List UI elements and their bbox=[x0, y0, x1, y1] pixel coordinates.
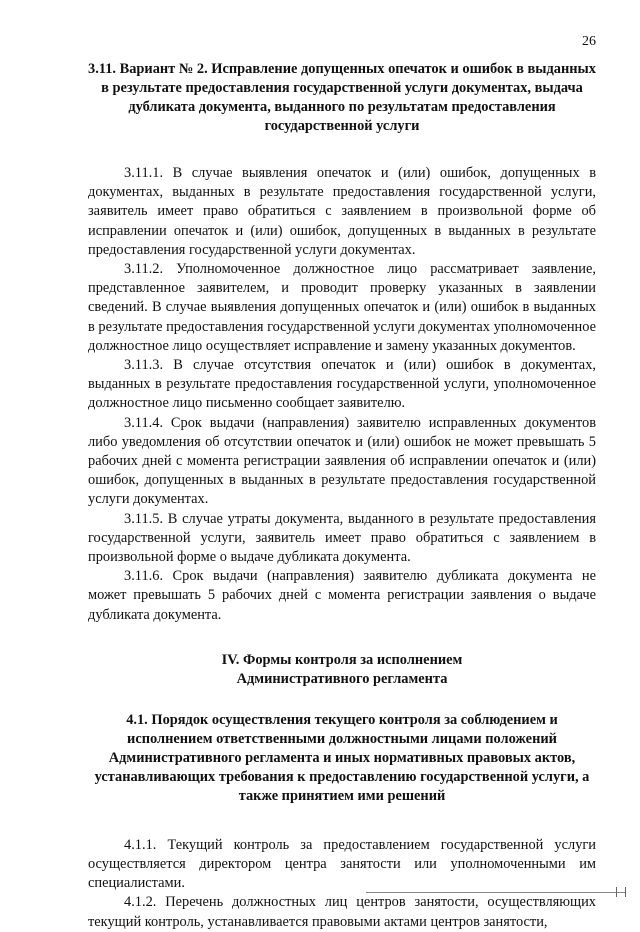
paragraph-4-1-2: 4.1.2. Перечень должностных лиц центров занятости, осуществляющих текущий контроль, устанавливается правовыми актами центров занятости, bbox=[88, 894, 596, 930]
section-4-heading-line-2: Административного регламента bbox=[236, 670, 448, 687]
paragraph-3-11-5: 3.11.5. В случае утраты документа, выданного в результате предоставления государственной услуги, заявитель имеет право обратиться с заявлением в произвольной форме о выдаче дубликата документа. bbox=[88, 510, 596, 566]
document-body bbox=[88, 60, 596, 932]
page-number: 26 bbox=[582, 34, 596, 49]
paragraph-4-1-1: 4.1.1. Текущий контроль за предоставлением государственной услуги осуществляется директором центра занятости или уполномоченными им специалистами. bbox=[88, 836, 596, 892]
section-3-11-heading: 3.11. Вариант № 2. Исправление допущенных опечаток и ошибок в выданных в результате предоставления государственной услуги документах, выдача дубликата документа, выданного по результатам предоставления государственной услуги bbox=[88, 61, 596, 134]
paragraph-3-11-6: 3.11.6. Срок выдачи (направления) заявителю дубликата документа не может превышать 5 рабочих дней с момента регистрации заявления о выдаче дубликата документа. bbox=[88, 568, 596, 623]
paragraph-3-11-2: 3.11.2. Уполномоченное должностное лицо рассматривает заявление, представленное заявителем, и проводит проверку указанных в заявлении сведений. В случае выявления допущенных опечаток и (или) ошибок в выданных в результате предоставления государственной услуги документах уполномоченное должностное лицо осуществляет исправление и замену указанных документов. bbox=[88, 261, 596, 354]
section-4-1-heading: 4.1. Порядок осуществления текущего контроля за соблюдением и исполнением ответственными должностными лицами положений Административного регламента и иных нормативных правовых актов, устанавливающих требования к предоставлению государственной услуги, а также принятием ими решений bbox=[94, 711, 590, 804]
paragraph-3-11-4: 3.11.4. Срок выдачи (направления) заявителю исправленных документов либо уведомления об отсутствии опечаток и (или) ошибок не может превышать 5 рабочих дней с момента регистрации заявления об исправлении опечаток и (или) ошибок, допущенных в выданных в результате предоставления государственной услуги документах. bbox=[88, 414, 596, 508]
section-4-heading-line-1: IV. Формы контроля за исполнением bbox=[221, 651, 463, 668]
paragraph-3-11-3: 3.11.3. В случае отсутствия опечаток и (или) ошибок в документах, выданных в результате предоставления государственной услуги, уполномоченное должностное лицо письменно сообщает заявителю. bbox=[88, 357, 596, 412]
paragraph-3-11-1: 3.11.1. В случае выявления опечаток и (или) ошибок, допущенных в документах, выданных в результате предоставления государственной услуги, заявитель имеет право обратиться с заявлением в произвольной форме об исправлении опечаток и (или) ошибок, допущенных в выданных в результате предоставления государственной услуги документах. bbox=[88, 165, 596, 258]
scan-footer-mark bbox=[366, 892, 626, 901]
